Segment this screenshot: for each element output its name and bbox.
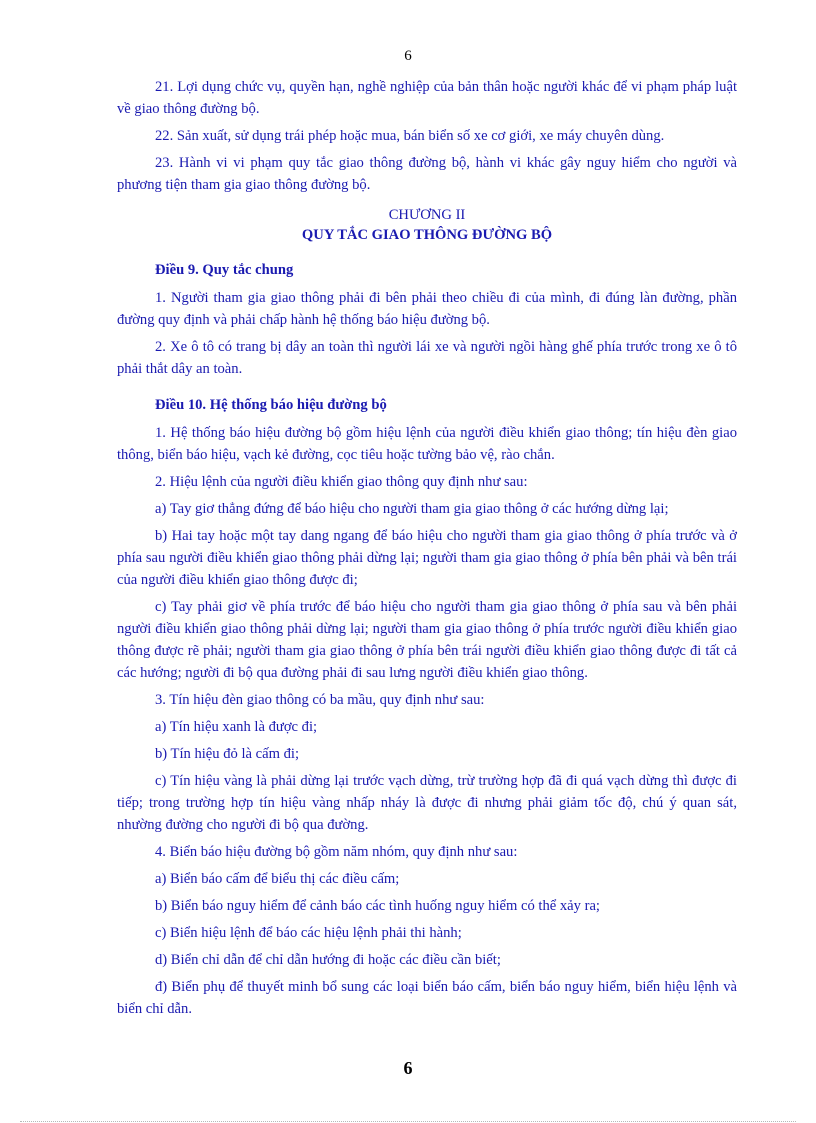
paragraph: c) Tay phải giơ về phía trước để báo hiệu cho người tham gia giao thông ở phía sau và bên phải người điều khiển giao thông phải dừng lại; người tham gia giao thông ở phía trước người điều khiển giao thông được rẽ phải; người tham gia giao thông ở phía bên trái người điều khiển giao thông được đi tất cả các hướng; người đi bộ qua đường phải đi sau lưng người điều khiển giao thông. (117, 599, 737, 681)
page-number-bottom: 6 (403, 1058, 413, 1078)
paragraph: 21. Lợi dụng chức vụ, quyền hạn, nghề nghiệp của bản thân hoặc người khác để vi phạm pháp luật về giao thông đường bộ. (117, 79, 737, 117)
paragraph: a) Tín hiệu xanh là được đi; (155, 719, 318, 735)
article-9-heading: Điều 9. Quy tắc chung (155, 262, 294, 278)
chapter-label: CHƯƠNG II (388, 207, 466, 223)
paragraph: 4. Biển báo hiệu đường bộ gồm năm nhóm, quy định như sau: (155, 844, 518, 860)
paragraph: 23. Hành vi vi phạm quy tắc giao thông đường bộ, hành vi khác gây nguy hiểm cho người và phương tiện tham gia giao thông đường bộ. (117, 155, 737, 193)
paragraph: b) Tín hiệu đỏ là cấm đi; (155, 746, 300, 762)
paragraph: b) Biển báo nguy hiểm để cảnh báo các tình huống nguy hiểm có thể xảy ra; (155, 898, 600, 914)
paragraph: a) Tay giơ thẳng đứng để báo hiệu cho người tham gia giao thông ở các hướng dừng lại; (155, 501, 669, 517)
paragraph: b) Hai tay hoặc một tay dang ngang để báo hiệu cho người tham gia giao thông ở phía trước và ở phía sau người điều khiển giao thông phải dừng lại; người tham gia giao thông ở phía bên phải và bên trái của người điều khiển giao thông được đi; (117, 528, 737, 588)
article-10-heading: Điều 10. Hệ thống báo hiệu đường bộ (155, 397, 387, 413)
page-divider (20, 1121, 796, 1122)
paragraph: c) Tín hiệu vàng là phải dừng lại trước vạch dừng, trừ trường hợp đã đi quá vạch dừng thì được đi tiếp; trong trường hợp tín hiệu vàng nhấp nháy là được đi nhưng phải giảm tốc độ, chú ý quan sát, nhường đường cho người đi bộ qua đường. (117, 773, 737, 833)
document-body (117, 76, 737, 1020)
chapter-title: QUY TẮC GIAO THÔNG ĐƯỜNG BỘ (301, 227, 553, 243)
paragraph: 2. Hiệu lệnh của người điều khiển giao thông quy định như sau: (155, 474, 528, 490)
paragraph: 1. Người tham gia giao thông phải đi bên phải theo chiều đi của mình, đi đúng làn đường, phần đường quy định và phải chấp hành hệ thống báo hiệu đường bộ. (117, 290, 737, 328)
paragraph: 3. Tín hiệu đèn giao thông có ba mầu, quy định như sau: (155, 692, 485, 708)
paragraph: 22. Sản xuất, sử dụng trái phép hoặc mua, bán biển số xe cơ giới, xe máy chuyên dùng. (155, 128, 665, 144)
paragraph: c) Biển hiệu lệnh để báo các hiệu lệnh phải thi hành; (155, 925, 462, 941)
paragraph: 1. Hệ thống báo hiệu đường bộ gồm hiệu lệnh của người điều khiển giao thông; tín hiệu đèn giao thông, biển báo hiệu, vạch kẻ đường, cọc tiêu hoặc tường bảo vệ, rào chắn. (117, 425, 737, 463)
paragraph: a) Biển báo cấm để biểu thị các điều cấm; (155, 871, 400, 887)
paragraph: đ) Biển phụ để thuyết minh bổ sung các loại biển báo cấm, biển báo nguy hiểm, biển hiệu lệnh và biển chỉ dẫn. (117, 979, 737, 1017)
paragraph: 2. Xe ô tô có trang bị dây an toàn thì người lái xe và người ngồi hàng ghế phía trước trong xe ô tô phải thắt dây an toàn. (117, 339, 737, 377)
paragraph: d) Biển chỉ dẫn để chỉ dẫn hướng đi hoặc các điều cần biết; (155, 952, 501, 968)
page-number-top: 6 (404, 48, 412, 64)
